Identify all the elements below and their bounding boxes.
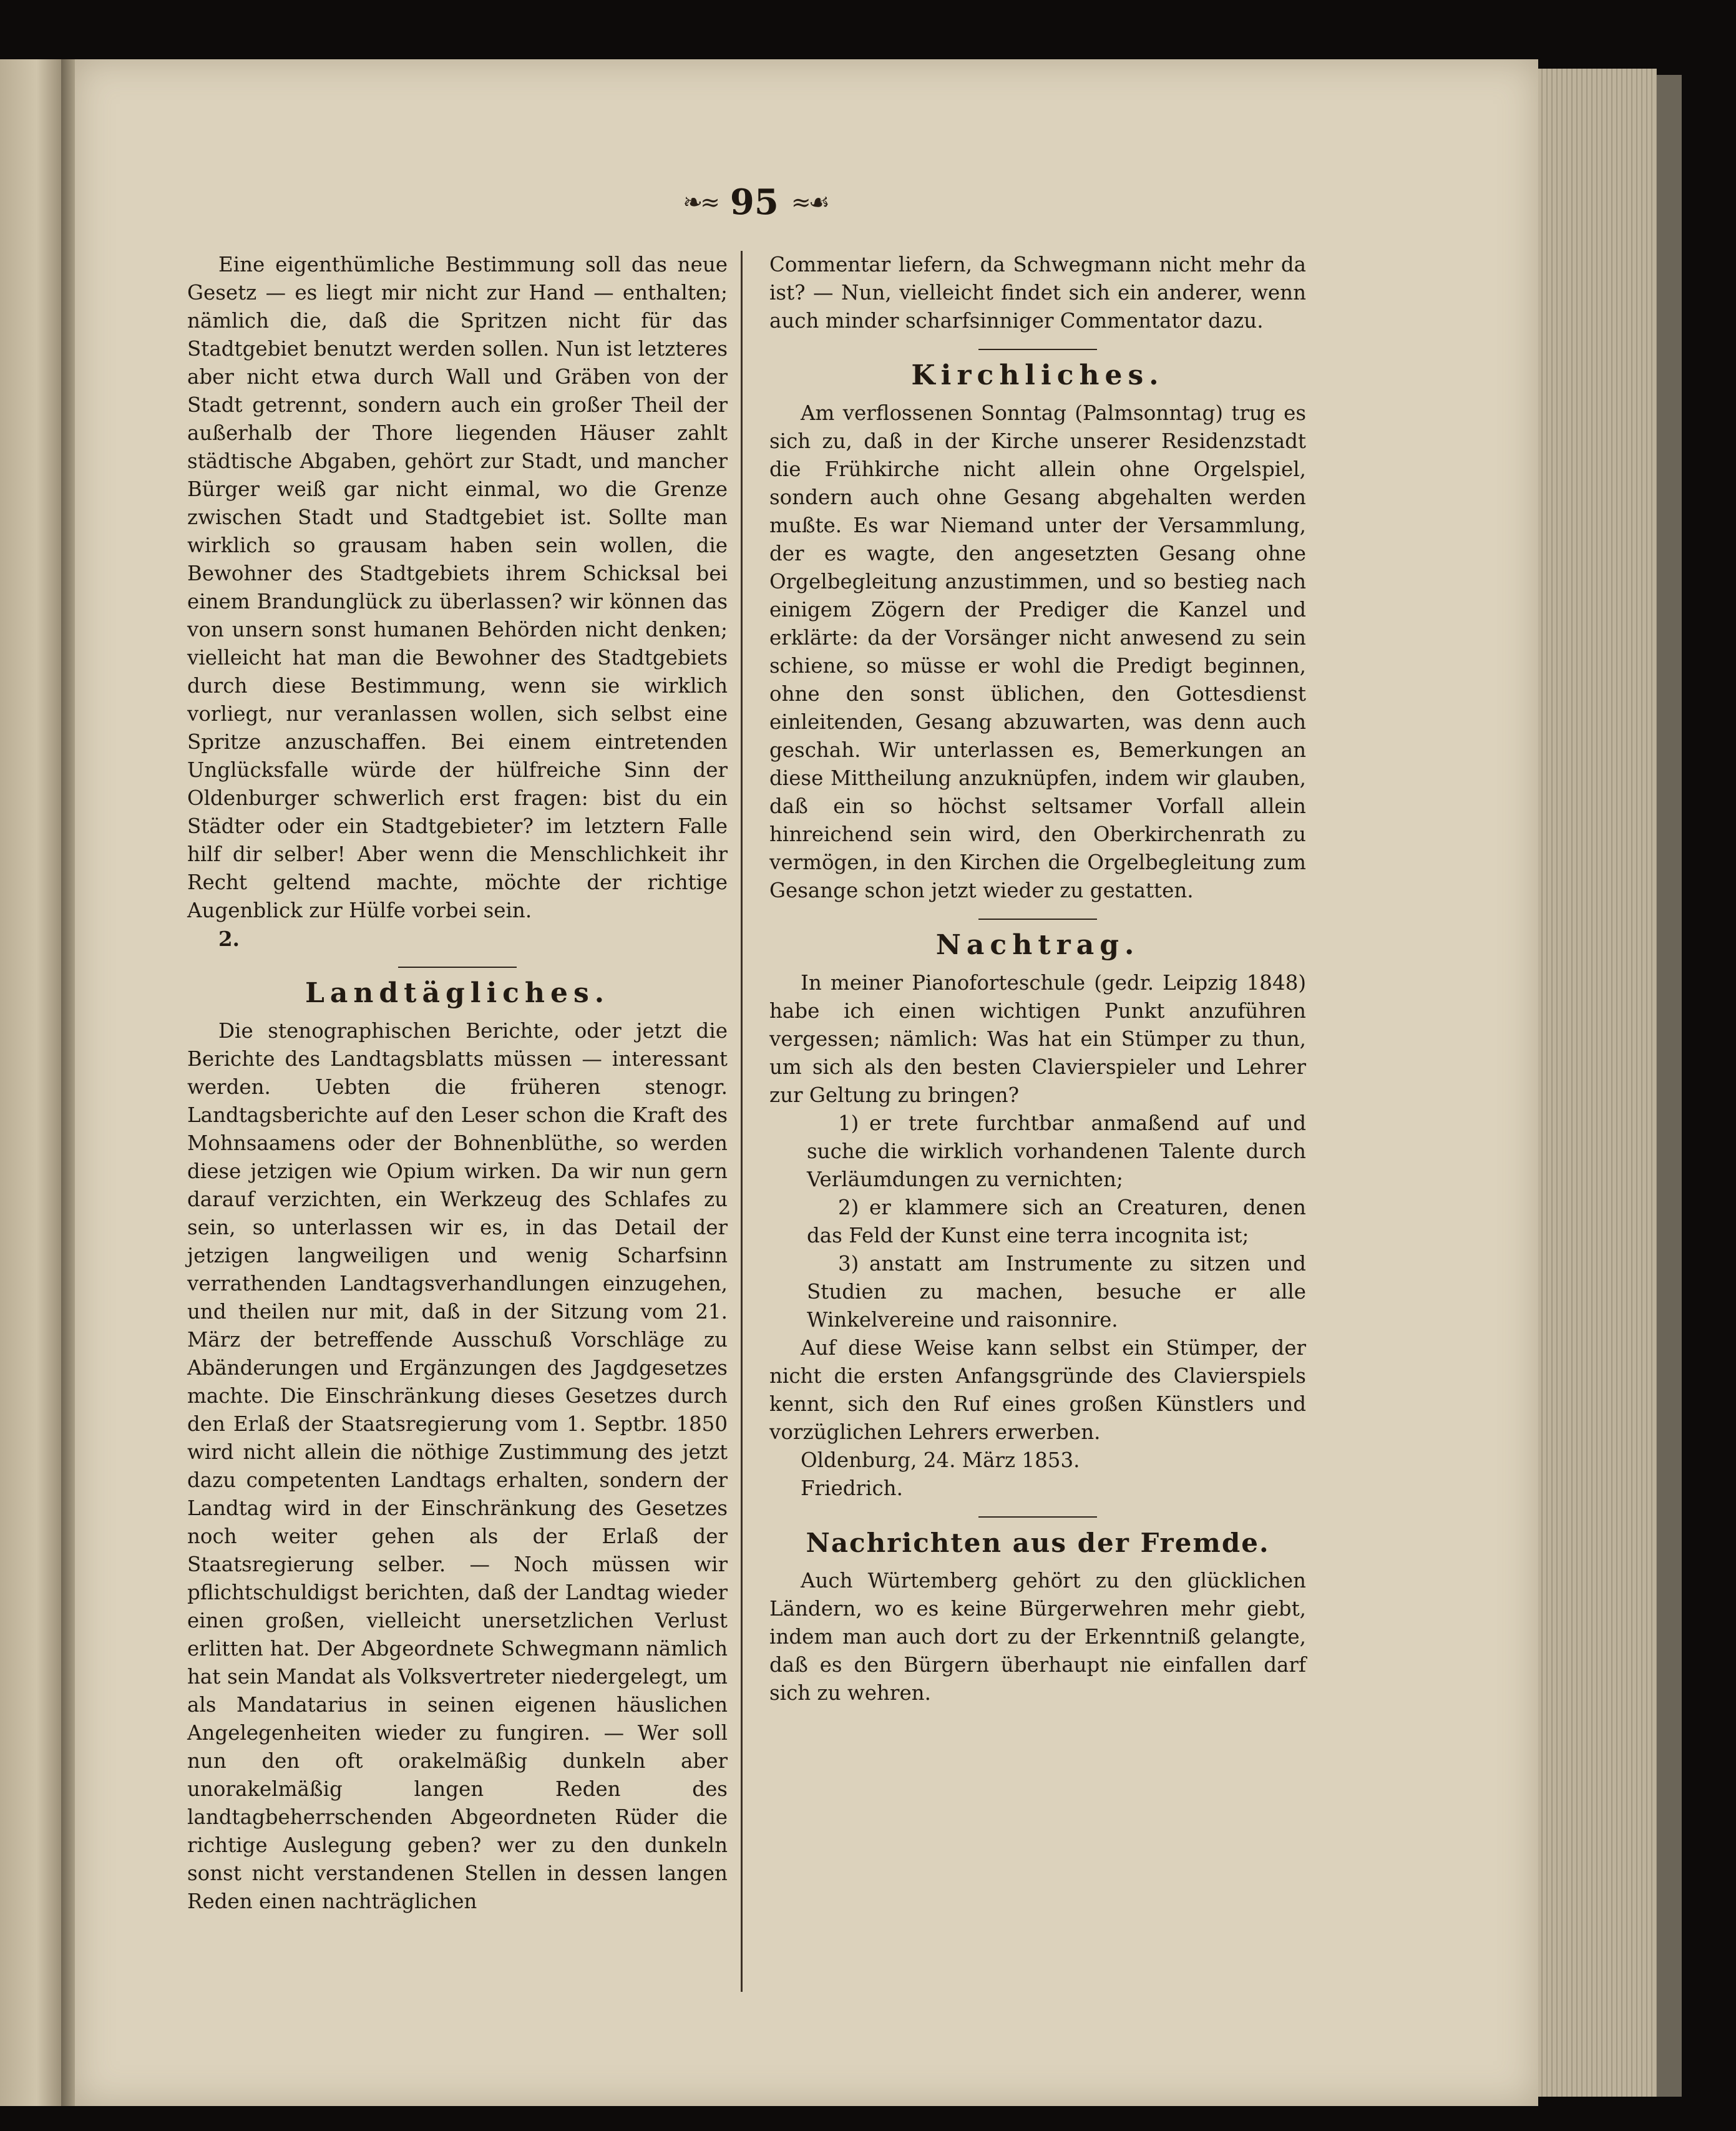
right-ornament-icon: ≈☙ (791, 188, 827, 216)
section-title-nachtrag: Nachtrag. (935, 929, 1140, 961)
article-signature: 2. (218, 927, 240, 951)
left-column (187, 251, 728, 1916)
right-column (769, 251, 1306, 1707)
page-header (624, 180, 886, 225)
column-divider (741, 251, 743, 1992)
article-kirchliches: Am verflossenen Sonntag (Palmsonntag) trug es sich zu, daß in der Kirche unserer Residenzstadt die Frühkirche nicht allein ohne Orgelspiel, sondern auch ohne Gesang abgehalten werden mußte. Es war Niemand unter der Versammlung, der es wagte, den angesetzten Gesang ohne Orgelbegleitung anzustimmen, und so bestieg nach einigem Zögern der Prediger die Kanzel und erklärte: da der Vorsänger nicht anwesend zu sein schiene, so müsse er wohl die Predigt beginnen, ohne den sonst üblichen, den Gottesdienst einleitenden, Gesang abzuwarten, was denn auch geschah. Wir unterlassen es, Bemerkungen an diese Mittheilung anzuknüpfen, indem wir glauben, daß ein so höchst seltsamer Vorfall allein hinreichend sein wird, den Oberkirchenrath zu vermögen, in den Kirchen die Orgelbegleitung zum Gesange schon jetzt wieder zu gestatten. (769, 401, 1306, 902)
article-fremde: Auch Würtemberg gehört zu den glücklichen Ländern, wo es keine Bürgerwehren mehr giebt, indem man auch dort zu der Erkenntniß gelangte, daß es den Bürgern überhaupt nie einfallen darf sich zu wehren. (769, 1569, 1306, 1705)
book-gutter (61, 59, 75, 2106)
dateline: Oldenburg, 24. März 1853. (801, 1448, 1080, 1472)
cover-board (1657, 75, 1682, 2097)
section-title-landtaegliches: Landtägliches. (305, 977, 610, 1009)
left-ornament-icon: ❧≈ (683, 188, 718, 216)
section-rule (978, 919, 1097, 920)
article-continuation: Commentar liefern, da Schwegmann nicht mehr da ist? — Nun, vielleicht findet sich ein anderer, wenn auch minder scharfsinniger Commentator dazu. (769, 253, 1306, 333)
page-number: 95 (729, 182, 779, 223)
section-rule (978, 1516, 1097, 1518)
list-item: 3) anstatt am Instrumente zu sitzen und Studien zu machen, besuche er alle Winkelvereine und raisonnire. (807, 1252, 1306, 1332)
section-title-nachrichten: Nachrichten aus der Fremde. (806, 1528, 1270, 1558)
list-item: 2) er klammere sich an Creaturen, denen das Feld der Kunst eine terra incognita ist; (807, 1196, 1306, 1247)
facing-page-edge (0, 59, 61, 2106)
section-rule (398, 967, 517, 968)
section-title-kirchliches: Kirchliches. (911, 359, 1164, 391)
section-rule (978, 349, 1097, 350)
article-landtag: Die stenographischen Berichte, oder jetzt die Berichte des Landtagsblatts müssen — interessant werden. Uebten die früheren stenogr. Landtagsberichte auf den Leser schon die Kraft des Mohnsaamens oder der Bohnenblüthe, so werden diese jetzigen wie Opium wirken. Da wir nun gern darauf verzichten, ein Werkzeug des Schlafes zu sein, so unterlassen wir es, in das Detail der jetzigen langweiligen und wenig Scharfsinn verrathenden Landtagsverhandlungen einzugehen, und theilen nur mit, daß in der Sitzung vom 21. März der betreffende Ausschuß Vorschläge zu Abänderungen und Ergänzungen des Jagdgesetzes machte. Die Einschränkung dieses Gesetzes durch den Erlaß der Staatsregierung vom 1. Septbr. 1850 wird nicht allein die nöthige Zustimmung des jetzt dazu competenten Landtags erhalten, sondern der Landtag wird in der Einschränkung des Gesetzes noch weiter gehen als der Erlaß der Staatsregierung selber. — Noch müssen wir pflichtschuldigst berichten, daß der Landtag wieder einen großen, vielleicht unersetzlichen Verlust erlitten hat. Der Abgeordnete Schwegmann nämlich hat sein Mandat als Volksvertreter niedergelegt, um als Mandatarius in seinen eigenen häuslichen Angelegenheiten wieder zu fungiren. — Wer soll nun den oft orakelmäßig dunkeln aber unorakelmäßig langen Reden des landtagbeherrschenden Abgeordneten Rüder die richtige Auslegung geben? wer zu den dunkeln sonst nicht verstandenen Stellen in dessen langen Reden einen nachträglichen (187, 1019, 728, 1913)
page-block-edges (1538, 69, 1657, 2097)
list-item: 1) er trete furchtbar anmaßend auf und suche die wirklich vorhandenen Talente durch Verläumdungen zu vernichten; (807, 1111, 1306, 1191)
article-fire-engines: Eine eigenthümliche Bestimmung soll das neue Gesetz — es liegt mir nicht zur Hand — enthalten; nämlich die, daß die Spritzen nicht für das Stadtgebiet benutzt werden sollen. Nun ist letzteres aber nicht etwa durch Wall und Gräben von der Stadt getrennt, sondern auch ein großer Theil der außerhalb der Thore liegenden Häuser zahlt städtische Abgaben, gehört zur Stadt, und mancher Bürger weiß gar nicht einmal, wo die Grenze zwischen Stadt und Stadtgebiet ist. Sollte man wirklich so grausam haben sein wollen, die Bewohner des Stadtgebiets ihrem Schicksal bei einem Brandunglück zu überlassen? wir können das von unsern sonst humanen Behörden nicht denken; vielleicht hat man die Bewohner des Stadtgebiets durch diese Bestimmung, wenn sie wirklich vorliegt, nur veranlassen wollen, sich selbst eine Spritze anzuschaffen. Bei einem eintretenden Unglücksfalle würde der hülfreiche Sinn der Oldenburger schwerlich erst fragen: bist du ein Städter oder ein Stadtgebieter? im letztern Falle hilf dir selber! Aber wenn die Menschlichkeit ihr Recht geltend machte, möchte der richtige Augenblick zur Hülfe vorbei sein. (187, 253, 728, 922)
author-signature: Friedrich. (801, 1476, 903, 1500)
article-nachtrag-conclusion: Auf diese Weise kann selbst ein Stümper, der nicht die ersten Anfangsgründe des Clavierspiels kennt, sich den Ruf eines großen Künstlers und vorzüglichen Lehrers erwerben. (769, 1336, 1306, 1444)
article-nachtrag: In meiner Pianoforteschule (gedr. Leipzig 1848) habe ich einen wichtigen Punkt anzuführen vergessen; nämlich: Was hat ein Stümper zu thun, um sich als den besten Clavierspieler und Lehrer zur Geltung zu bringen? (769, 971, 1306, 1107)
